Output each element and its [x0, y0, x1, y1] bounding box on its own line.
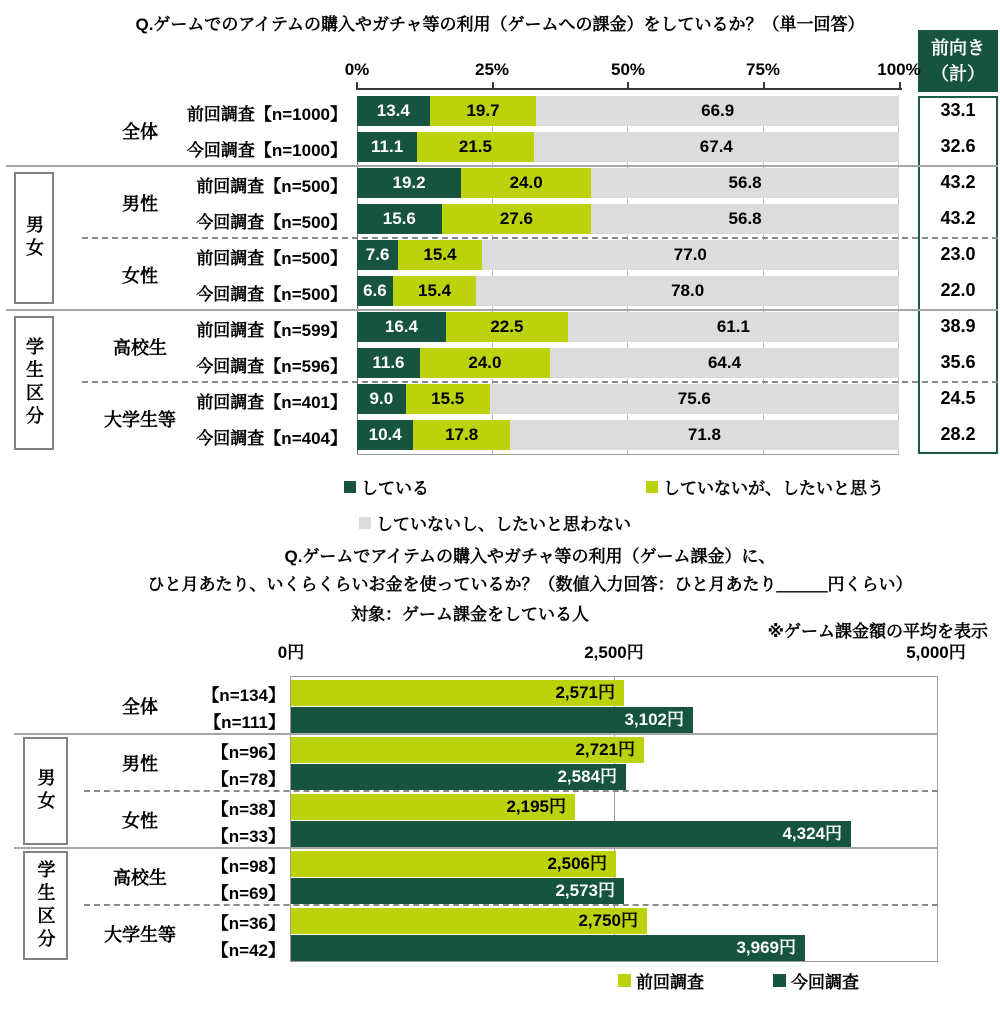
q2-n-label: 【n=69】 [211, 884, 285, 903]
q1-bar-row [357, 276, 899, 306]
q1-bar-segment-1: 24.0 [420, 348, 550, 378]
q1-bar-segment-2: 71.8 [510, 420, 899, 450]
q2-title-line2: ひと月あたり、いくらくらいお金を使っているか？（数値入力回答：ひと月あたり＿＿＿円くらい） [147, 575, 913, 594]
q1-summary-header-line1: 前向き [931, 37, 985, 58]
q2-n-label: 【n=96】 [211, 743, 285, 762]
q1-bar-segment-0: 9.0 [357, 384, 406, 414]
q2-group-box-student [23, 851, 68, 960]
q2-separator-dashed [84, 904, 938, 906]
q1-bar-segment-2: 67.4 [534, 132, 899, 162]
q1-separator-dashed [82, 237, 998, 239]
q2-bar-previous: 2,195円 [291, 794, 575, 820]
q1-tick-0: 0% [344, 60, 370, 79]
q2-bar-previous: 2,721円 [291, 737, 644, 763]
q1-row-label: 今回調査【n=596】 [196, 357, 347, 376]
q1-bar-segment-1: 15.5 [406, 384, 490, 414]
q2-tick-2500: 2,500円 [584, 643, 644, 662]
q1-group-box-student [14, 316, 54, 450]
q1-bar-row [357, 204, 899, 234]
legend-swatch-want [646, 481, 658, 493]
q2-n-label: 【n=36】 [211, 914, 285, 933]
q1-row-label: 前回調査【n=599】 [196, 321, 347, 340]
q1-bar-segment-0: 16.4 [357, 312, 446, 342]
q1-bar-segment-0: 19.2 [357, 168, 461, 198]
q1-bar-segment-0: 7.6 [357, 240, 398, 270]
q1-legend-label-want: していないが、したいと思う [663, 479, 884, 498]
q1-bar-segment-0: 11.1 [357, 132, 417, 162]
q2-plot-area [290, 676, 938, 962]
q1-row-label: 今回調査【n=500】 [196, 285, 347, 304]
legend-swatch-doing [344, 481, 356, 493]
q1-summary-header-line2: （計） [931, 64, 985, 84]
q2-title-line3: 対象：ゲーム課金をしている人 [351, 605, 589, 624]
q1-legend-item-doing [344, 474, 429, 499]
q2-legend-item-current [773, 968, 859, 993]
q1-row-label: 前回調査【n=500】 [196, 177, 347, 196]
q1-row-label: 今回調査【n=404】 [196, 429, 347, 448]
q1-row-label: 前回調査【n=401】 [196, 393, 347, 412]
q1-row-label: 今回調査【n=500】 [196, 213, 347, 232]
q1-legend-item-no [359, 510, 631, 535]
q1-summary-value: 28.2 [940, 424, 976, 444]
q2-subgroup-label: 大学生等 [104, 925, 176, 945]
q1-bar-row [357, 168, 899, 198]
q1-group-box-student-label: 学生区分 [24, 337, 44, 429]
q1-bar-segment-2: 64.4 [550, 348, 899, 378]
q1-bar-segment-2: 75.6 [490, 384, 899, 414]
q1-bar-row [357, 96, 899, 126]
q1-bar-segment-0: 11.6 [357, 348, 420, 378]
q2-n-label: 【n=38】 [211, 800, 285, 819]
q2-subgroup-label: 男性 [122, 754, 158, 774]
q1-axis-tickmark [627, 82, 629, 88]
q1-bar-segment-0: 10.4 [357, 420, 413, 450]
q1-tick-100: 100% [877, 60, 921, 79]
q1-title: Q.ゲームでのアイテムの購入やガチャ等の利用（ゲームへの課金）をしているか？（単一回答） [135, 15, 865, 34]
q1-summary-value: 35.6 [940, 352, 976, 372]
q2-legend-label-previous: 前回調査 [636, 973, 704, 992]
q2-tick-0: 0円 [277, 643, 305, 662]
q1-bar-row [357, 348, 899, 378]
q2-separator-dashed [84, 790, 938, 792]
q1-bar-row [357, 384, 899, 414]
q1-axis-tickmark [899, 82, 901, 88]
q1-bar-segment-2: 56.8 [591, 204, 899, 234]
q1-bar-row [357, 132, 899, 162]
q1-group-box-gender [14, 172, 54, 304]
q1-bar-row [357, 312, 899, 342]
q1-summary-value: 24.5 [940, 388, 976, 408]
q2-tick-5000: 5,000円 [906, 643, 966, 662]
q1-separator-solid [6, 309, 998, 311]
q2-n-label: 【n=98】 [211, 857, 285, 876]
q1-separator-dashed [82, 381, 998, 383]
q1-subgroup-label: 大学生等 [104, 410, 176, 430]
legend-swatch-current [773, 974, 786, 987]
q1-summary-value: 32.6 [940, 136, 976, 156]
q1-bar-segment-0: 15.6 [357, 204, 442, 234]
q1-axis-line [356, 88, 902, 90]
q1-summary-value: 43.2 [940, 172, 976, 192]
q2-n-label: 【n=134】 [202, 686, 285, 705]
q2-legend-item-previous [618, 968, 704, 993]
q1-bar-segment-1: 21.5 [417, 132, 534, 162]
q2-bar-current: 4,324円 [291, 821, 851, 847]
q1-row-label: 前回調査【n=1000】 [186, 105, 347, 124]
q2-n-label: 【n=111】 [204, 713, 285, 732]
q1-tick-75: 75% [745, 60, 781, 79]
q1-row-label: 今回調査【n=1000】 [186, 141, 347, 160]
legend-swatch-no [359, 517, 371, 529]
q1-bar-row [357, 420, 899, 450]
q1-legend-label-doing: している [361, 479, 429, 498]
q2-bar-current: 2,573円 [291, 878, 624, 904]
q1-bar-segment-2: 77.0 [482, 240, 899, 270]
q1-summary-value: 33.1 [940, 100, 976, 120]
q2-bar-current: 3,102円 [291, 707, 693, 733]
q2-group-box-student-label: 学生区分 [35, 859, 56, 952]
q1-bar-segment-1: 22.5 [446, 312, 568, 342]
q2-group-box-gender-label: 男女 [35, 768, 56, 814]
q2-separator-solid [14, 847, 938, 849]
q2-n-label: 【n=78】 [211, 770, 285, 789]
q1-subgroup-label: 全体 [122, 122, 158, 142]
q1-bar-segment-1: 15.4 [393, 276, 476, 306]
legend-swatch-previous [618, 974, 631, 987]
q1-subgroup-label: 男性 [122, 194, 158, 214]
q2-average-note: ※ゲーム課金額の平均を表示 [767, 622, 988, 641]
q2-bar-previous: 2,571円 [291, 680, 624, 706]
q1-separator-solid [6, 165, 998, 167]
q1-bar-segment-0: 13.4 [357, 96, 430, 126]
q1-bar-segment-1: 19.7 [430, 96, 537, 126]
q1-row-label: 前回調査【n=500】 [196, 249, 347, 268]
q1-bar-segment-1: 15.4 [398, 240, 482, 270]
q2-title-line1: Q.ゲームでアイテムの購入やガチャ等の利用（ゲーム課金）に、 [284, 547, 776, 566]
q2-separator-solid [14, 733, 938, 735]
q1-legend-label-no: していないし、したいと思わない [376, 515, 631, 534]
q1-bar-segment-2: 61.1 [568, 312, 899, 342]
q1-plot-area [357, 96, 899, 455]
q1-summary-value: 22.0 [940, 280, 976, 300]
q2-legend-label-current: 今回調査 [791, 973, 859, 992]
q2-subgroup-label: 女性 [122, 811, 158, 831]
q1-bar-segment-1: 17.8 [413, 420, 509, 450]
q1-subgroup-label: 女性 [122, 266, 158, 286]
q2-n-label: 【n=33】 [211, 827, 285, 846]
q2-bar-previous: 2,750円 [291, 908, 647, 934]
q1-summary-value: 43.2 [940, 208, 976, 228]
q1-bar-segment-2: 56.8 [591, 168, 899, 198]
q1-bar-row [357, 240, 899, 270]
q1-tick-50: 50% [610, 60, 646, 79]
q2-bar-previous: 2,506円 [291, 851, 616, 877]
q1-bar-segment-1: 24.0 [461, 168, 591, 198]
q1-summary-value: 23.0 [940, 244, 976, 264]
q1-group-box-gender-label: 男女 [24, 215, 44, 261]
q1-bar-segment-2: 66.9 [536, 96, 899, 126]
q1-tick-25: 25% [474, 60, 510, 79]
q1-bar-segment-2: 78.0 [476, 276, 899, 306]
q1-axis-tickmark [492, 82, 494, 88]
q2-group-box-gender [23, 737, 68, 845]
q1-bar-segment-1: 27.6 [442, 204, 592, 234]
q2-bar-current: 2,584円 [291, 764, 626, 790]
q1-axis-tickmark [356, 82, 358, 88]
q1-legend-item-want [646, 474, 884, 499]
q1-axis-tickmark [763, 82, 765, 88]
q2-bar-current: 3,969円 [291, 935, 805, 961]
q2-subgroup-label: 高校生 [113, 868, 167, 888]
q1-subgroup-label: 高校生 [113, 338, 167, 358]
q2-n-label: 【n=42】 [211, 941, 285, 960]
q2-subgroup-label: 全体 [122, 697, 158, 717]
q1-bar-segment-0: 6.6 [357, 276, 393, 306]
q1-summary-value: 38.9 [940, 316, 976, 336]
